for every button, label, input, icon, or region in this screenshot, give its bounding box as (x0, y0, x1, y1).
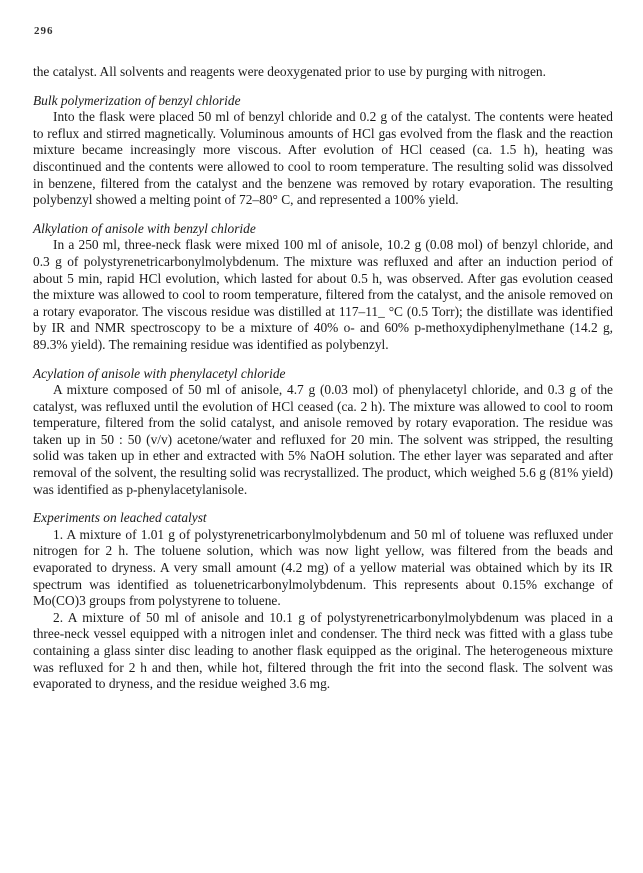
page-number: 296 (34, 25, 54, 37)
paragraph-leached-experiment-2: 2. A mixture of 50 ml of anisole and 10.1 g of polystyrenetricarbonylmolybdenum was placed in a three-neck vessel equipped with a nitrogen inlet and condenser. The third neck was fitted with a glass tube containing a glass sinter disc leading to another flask equipped as the original. The heterogeneous mixture was refluxed for 2 h and then, while hot, filtered through the frit into the second flask. The solvent was evaporated to dryness, and the residue weighed 3.6 mg. (33, 609, 613, 692)
page-body (33, 64, 613, 693)
section-heading-alkylation: Alkylation of anisole with benzyl chloride (33, 220, 256, 236)
paragraph-acylation: A mixture composed of 50 ml of anisole, 4.7 g (0.03 mol) of phenylacetyl chloride, and 0.3 g of the catalyst, was refluxed until the evolution of HCl ceased (ca. 2 h). The mixture was allowed to cool to room temperature, filtered from the solid catalyst, and anisole removed by rotary evaporation. The residue was taken up in 50 : 50 (v/v) acetone/water and refluxed for 20 min. The solvent was stripped, the resulting solid was taken up in ether and extracted with 5% NaOH solution. The ether layer was separated and after removal of the solvent, the resulting solid was recrystallized. The product, which weighed 5.6 g (81% yield) was identified as p-phenylacetylanisole. (33, 382, 613, 497)
section-heading-bulk-polymerization: Bulk polymerization of benzyl chloride (33, 92, 241, 108)
paragraph-bulk-polymerization: Into the flask were placed 50 ml of benzyl chloride and 0.2 g of the catalyst. The contents were heated to reflux and stirred magnetically. Voluminous amounts of HCl gas evolved from the flask and the reaction mixture became increasingly more viscous. After evolution of HCl ceased (ca. 1.5 h), heating was discontinued and the contents were allowed to cool to room temperature. The resulting solid was dissolved in benzene, filtered from the catalyst and the benzene was removed by rotary evaporation. The resulting polybenzyl showed a melting point of 72–80° C, and represented a 100% yield. (33, 109, 613, 208)
intro-paragraph: the catalyst. All solvents and reagents were deoxygenated prior to use by purging with nitrogen. (33, 64, 546, 79)
section-heading-acylation: Acylation of anisole with phenylacetyl chloride (33, 365, 286, 381)
paragraph-alkylation: In a 250 ml, three-neck flask were mixed 100 ml of anisole, 10.2 g (0.08 mol) of benzyl chloride, and 0.3 g of polystyrenetricarbonylmolybdenum. The mixture was refluxed and after an induction period of about 5 min, rapid HCl evolution, which lasted for about 0.5 h, was observed. After gas evolution ceased the mixture was allowed to cool to room temperature, filtered from the catalyst, and the anisole removed on a rotary evaporator. The viscous residue was distilled at 117–11_ °C (0.5 Torr); the distillate was identified by IR and NMR spectroscopy to be a mixture of 40% o- and 60% p-methoxydiphenylmethane (14.2 g, 89.3% yield). The remaining residue was identified as polybenzyl. (33, 237, 613, 352)
section-heading-leached-catalyst: Experiments on leached catalyst (33, 510, 207, 526)
paragraph-leached-experiment-1: 1. A mixture of 1.01 g of polystyrenetricarbonylmolybdenum and 50 ml of toluene was refluxed under nitrogen for 2 h. The toluene solution, which was now light yellow, was filtered from the beads and evaporated to dryness. A very small amount (4.2 mg) of a yellow material was obtained which by its IR spectrum was identified as toluenetricarbonylmolybdenum. This represents about 0.15% exchange of Mo(CO)3 groups from polystyrene to toluene. (33, 526, 613, 609)
